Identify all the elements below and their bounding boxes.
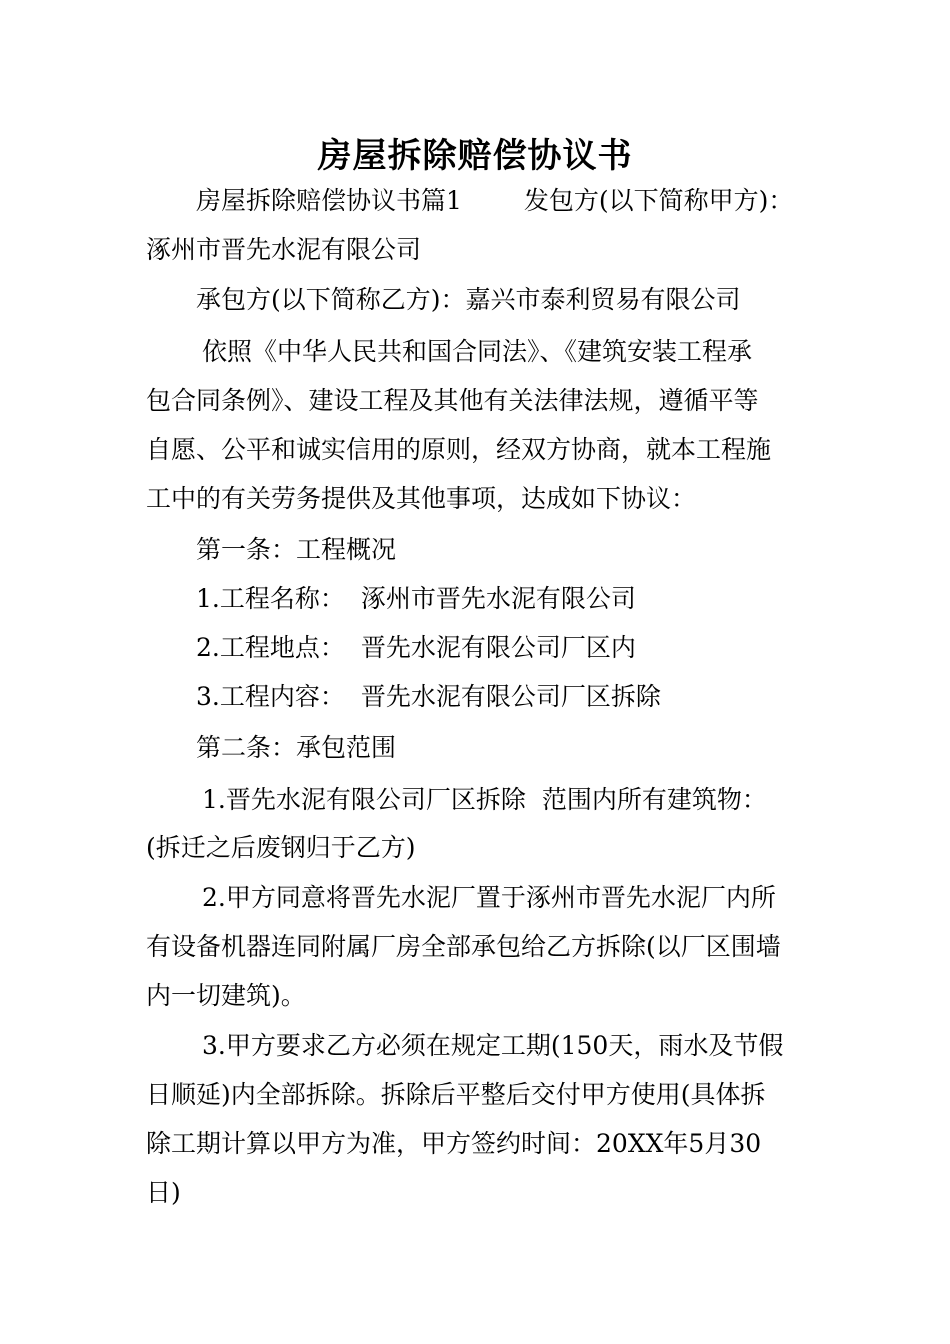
article2-heading: 第二条：承包范围 [196,733,397,762]
article2-item2-line: 内一切建筑)。 [146,981,306,1010]
article1-item [146,682,866,712]
item-label: 3.工程内容： [196,682,345,711]
item-value: 晋先水泥有限公司厂区内 [360,633,636,662]
item1-part1: 1.晋先水泥有限公司厂区拆除 [202,785,526,814]
article2-item2-line: 有设备机器连同附属厂房全部承包给乙方拆除(以厂区围墙 [146,932,781,961]
article2-item1-line2: (拆迁之后废钢归于乙方) [146,833,416,862]
basis-paragraph-line: 包合同条例》、建设工程及其他有关法律法规，遵循平等 [146,386,759,415]
article2-item3-line: 除工期计算以甲方为准，甲方签约时间：20XX年5月30 [146,1129,762,1158]
section-label: 房屋拆除赔偿协议书篇1 [196,186,462,215]
party-a-label: 发包方(以下简称甲方)： [523,186,794,215]
item-label: 2.工程地点： [196,633,345,662]
document-title: 房屋拆除赔偿协议书 [317,136,633,176]
item-value: 涿州市晋先水泥有限公司 [360,584,636,613]
article1-item [146,633,866,663]
article1-item [146,584,866,614]
party-a-name: 涿州市晋先水泥有限公司 [146,235,422,264]
intro-line [146,186,866,216]
party-b-line: 承包方(以下简称乙方)：嘉兴市泰利贸易有限公司 [196,285,741,314]
item-value: 晋先水泥有限公司厂区拆除 [360,682,661,711]
basis-paragraph-line: 自愿、公平和诚实信用的原则，经双方协商，就本工程施 [146,435,772,464]
article2-item3-line: 日顺延)内全部拆除。拆除后平整后交付甲方使用(具体拆 [146,1080,766,1109]
article2-item3-line: 3.甲方要求乙方必须在规定工期(150天，雨水及节假 [202,1031,784,1060]
article2-item1-line [146,785,872,815]
article1-heading: 第一条：工程概况 [196,535,397,564]
article2-item2-line: 2.甲方同意将晋先水泥厂置于涿州市晋先水泥厂内所 [202,883,776,912]
basis-paragraph-line: 工中的有关劳务提供及其他事项，达成如下协议： [146,484,697,513]
item-label: 1.工程名称： [196,584,345,613]
article2-item3-line: 日) [146,1178,181,1207]
basis-paragraph-line: 依照《中华人民共和国合同法》、《建筑安装工程承 [202,337,753,366]
item1-part2: 范围内所有建筑物： [541,785,767,814]
